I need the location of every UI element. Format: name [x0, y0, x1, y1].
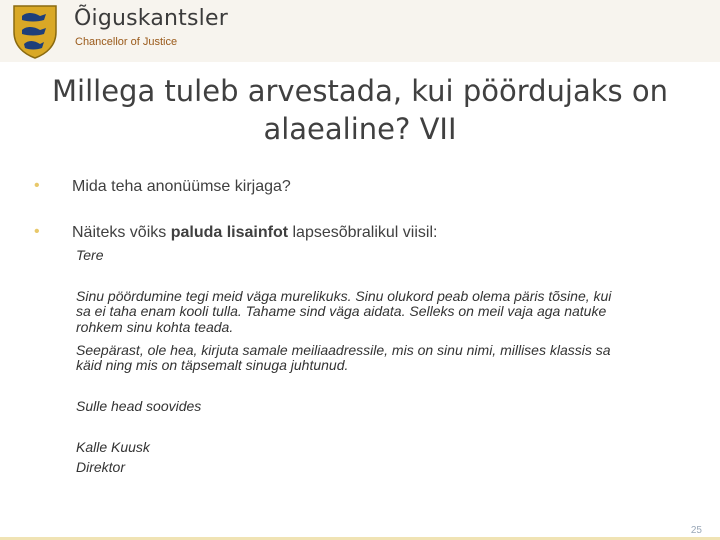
bullet-text-pre: Näiteks võiks — [72, 224, 171, 241]
coat-of-arms-icon — [10, 2, 60, 60]
letter-paragraph-2-line-2: käid ning mis on täpsemalt sinuga juhtunud. — [76, 357, 349, 373]
brand-subtitle: Chancellor of Justice — [75, 36, 178, 48]
letter-closing: Sulle head soovides — [76, 398, 202, 414]
header-bar — [0, 0, 720, 62]
brand-name: Õiguskantsler — [74, 6, 228, 31]
bullet-text-bold: paluda lisainfot — [170, 224, 289, 241]
letter-paragraph-1-line-2: sa ei taha enam kooli tulla. Tahame sind väga aidata. Selleks on meil vaja aga natuke — [76, 303, 607, 319]
letter-signature-title: Direktor — [76, 459, 126, 475]
slide-title-line1: Millega tuleb arvestada, kui pöördujaks on — [52, 74, 668, 108]
bullet-text-post: lapsesõbralikul viisil: — [288, 224, 438, 241]
page-number: 25 — [690, 525, 702, 536]
bullet-text: Mida teha anonüümse kirjaga? — [72, 178, 291, 195]
bullet-item — [34, 224, 634, 246]
letter-paragraph-2-line-1: Seepärast, ole hea, kirjuta samale meiliaadressile, mis on sinu nimi, millises klassis sa — [76, 342, 611, 358]
letter-signature-name: Kalle Kuusk — [76, 439, 150, 455]
letter-paragraph-1-line-1: Sinu pöördumine tegi meid väga murelikuks. Sinu olukord peab olema päris tõsine, kui — [76, 288, 612, 304]
bullet-icon: • — [34, 223, 40, 240]
slide-title-line2: alaealine? VII — [263, 112, 457, 146]
letter-greeting: Tere — [76, 247, 104, 263]
letter-paragraph-1-line-3: rohkem sinu kohta teada. — [76, 319, 234, 335]
bullet-item — [34, 178, 634, 200]
slide-title — [40, 72, 680, 148]
bullet-icon: • — [34, 177, 40, 194]
bullet-text — [72, 224, 437, 242]
